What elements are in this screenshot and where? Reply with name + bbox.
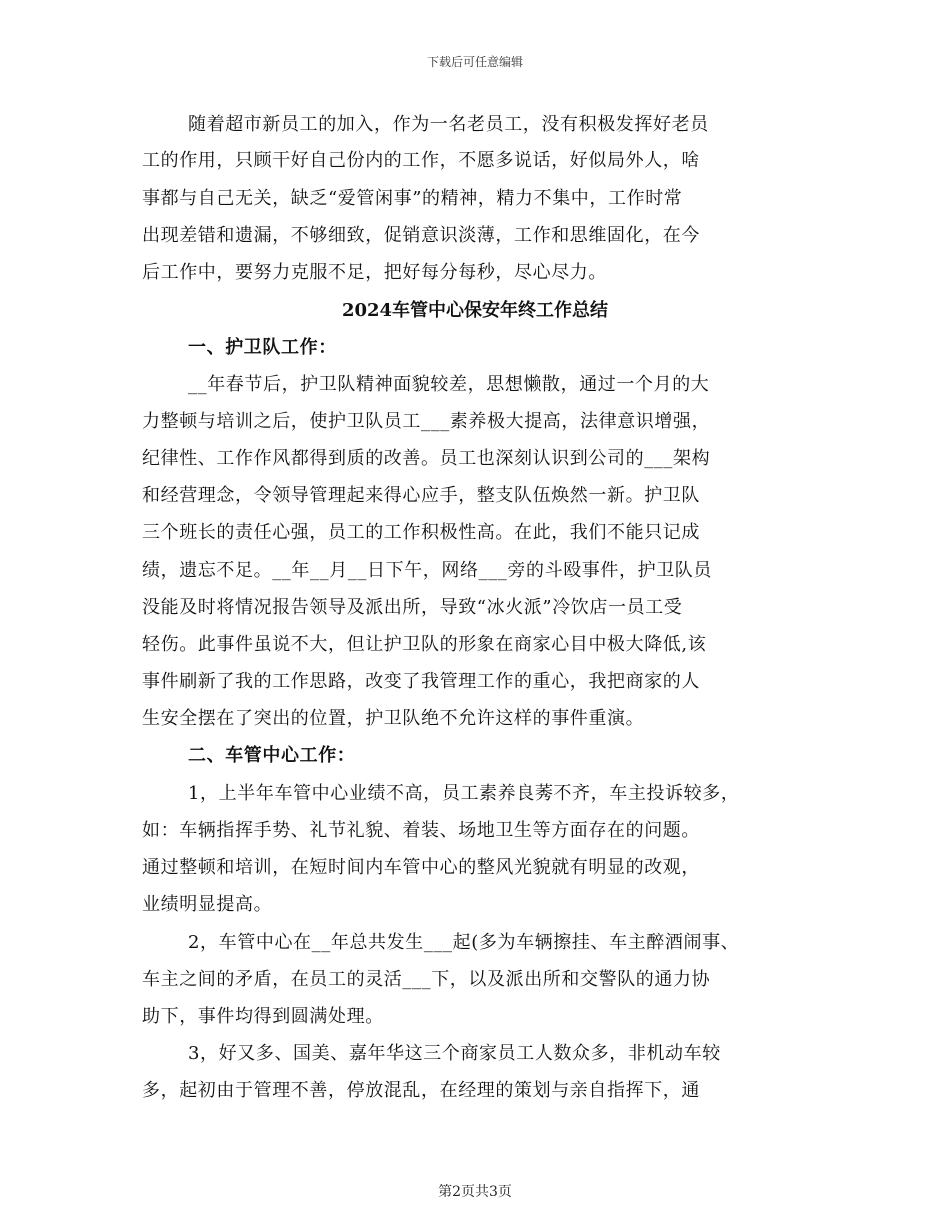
paragraph-line: 1，上半年车管中心业绩不高，员工素养良莠不齐，车主投诉较多，: [188, 783, 740, 804]
paragraph-line: __年春节后，护卫队精神面貌较差，思想懒散，通过一个月的大: [188, 374, 710, 395]
paragraph-line: 和经营理念，令领导管理起来得心应手，整支队伍焕然一新。护卫队: [142, 485, 700, 506]
paragraph-line: 通过整顿和培训，在短时间内车管中心的整风光貌就有明显的改观，: [142, 857, 700, 878]
paragraph-line: 随着超市新员工的加入，作为一名老员工，没有积极发挥好老员: [188, 114, 709, 135]
paragraph-line: 3，好又多、国美、嘉年华这三个商家员工人数众多，非机动车较: [188, 1043, 721, 1064]
paragraph-line: 业绩明显提高。: [142, 894, 273, 915]
paragraph-line: 助下，事件均得到圆满处理。: [142, 1006, 384, 1027]
section-heading: 二、车管中心工作：: [188, 745, 356, 766]
document-title: 2024车管中心保安年终工作总结: [341, 300, 609, 321]
paragraph-line: 绩，遗忘不足。__年__月__日下午，网络___旁的斗殴事件，护卫队员: [142, 560, 712, 581]
paragraph-line: 生安全摆在了突出的位置，护卫队绝不允许这样的事件重演。: [142, 708, 645, 729]
section-heading: 一、护卫队工作：: [188, 337, 337, 358]
paragraph-line: 2，车管中心在__年总共发生___起(多为车辆擦挂、车主醉酒闹事、: [188, 932, 740, 953]
paragraph-line: 纪律性、工作作风都得到质的改善。员工也深刻认识到公司的___架构: [142, 448, 711, 469]
paragraph-line: 如：车辆指挥手势、礼节礼貌、着装、场地卫生等方面存在的问题。: [142, 820, 700, 841]
paragraph-line: 轻伤。此事件虽说不大，但让护卫队的形象在商家心目中极大降低,该: [142, 634, 707, 655]
paragraph-line: 三个班长的责任心强，员工的工作积极性高。在此，我们不能只记成: [142, 522, 700, 543]
paragraph-line: 多，起初由于管理不善，停放混乱，在经理的策划与亲自指挥下，通: [142, 1080, 700, 1101]
paragraph-line: 出现差错和遗漏，不够细致，促销意识淡薄，工作和思维固化，在今: [142, 225, 700, 246]
paragraph-line: 力整顿与培训之后，使护卫队员工___素养极大提高，法律意识增强，: [142, 411, 711, 432]
paragraph-line: 事件刷新了我的工作思路，改变了我管理工作的重心，我把商家的人: [142, 671, 700, 692]
paragraph-line: 没能及时将情况报告领导及派出所，导致“冰火派”冷饮店一员工受: [142, 597, 683, 618]
page-number-footer: 第2页共3页: [438, 1184, 512, 1200]
page-header-note: 下载后可任意编辑: [426, 55, 523, 69]
paragraph-line: 事都与自己无关，缺乏“爱管闲事”的精神，精力不集中，工作时常: [142, 188, 683, 209]
paragraph-line: 后工作中，要努力克服不足，把好每分每秒，尽心尽力。: [142, 262, 607, 283]
paragraph-line: 工的作用，只顾干好自己份内的工作，不愿多说话，好似局外人，啥: [142, 150, 700, 171]
paragraph-line: 车主之间的矛盾，在员工的灵活___下，以及派出所和交警队的通力协: [142, 969, 711, 990]
